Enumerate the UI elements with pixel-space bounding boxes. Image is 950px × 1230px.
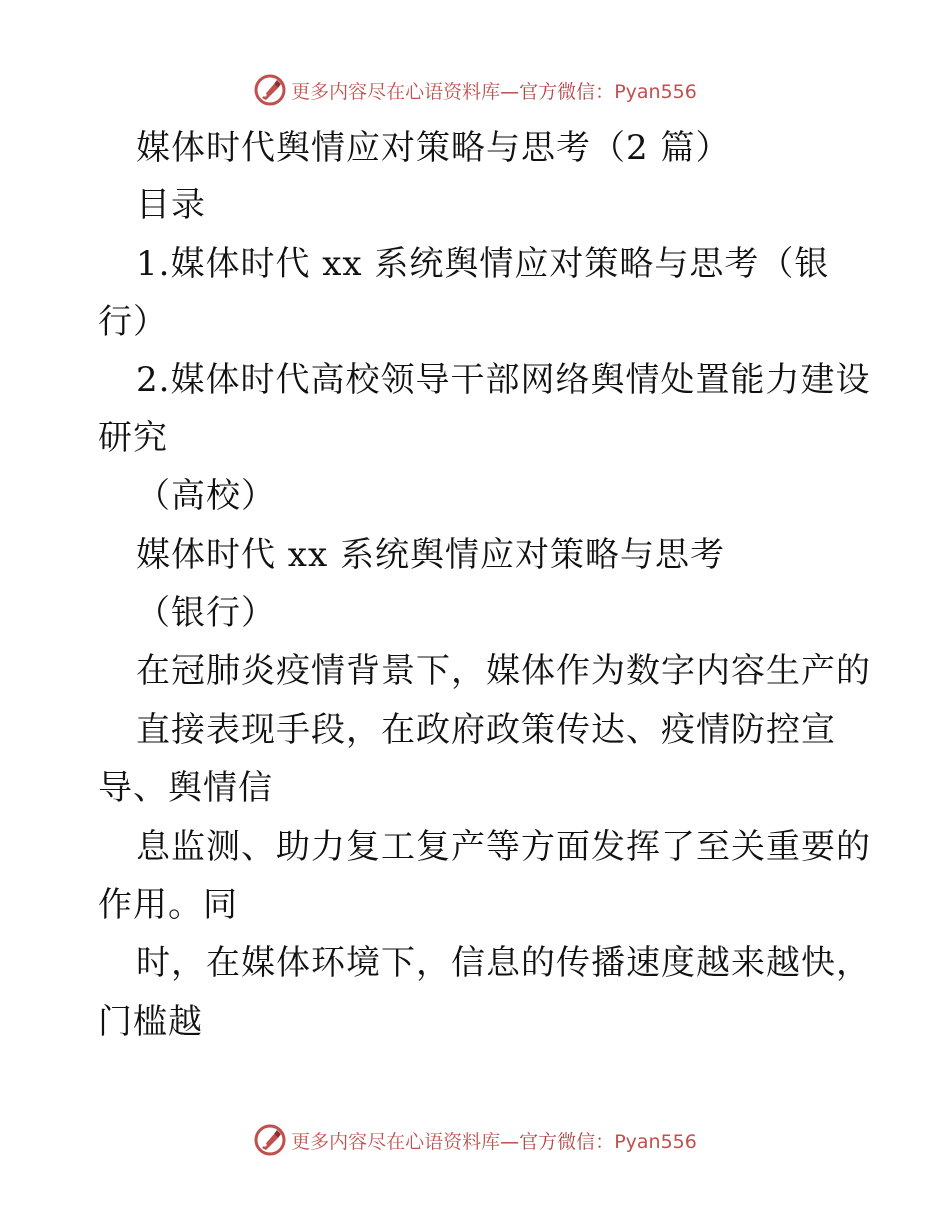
toc-item-1-cont: 行）: [98, 302, 168, 342]
banner-separator: —: [500, 1130, 520, 1153]
section-tag: （银行）: [136, 593, 276, 633]
paragraph-line: 门槛越: [98, 1002, 203, 1042]
paragraph-line: 在冠肺炎疫情背景下，媒体作为数字内容生产的: [136, 651, 871, 691]
document-title: 媒体时代舆情应对策略与思考（2 篇）: [136, 128, 731, 168]
banner-account: Pyan556: [614, 80, 697, 103]
paragraph-line: 时，在媒体环境下，信息的传播速度越来越快，: [136, 943, 871, 983]
banner-wechat-label: 官方微信：: [519, 80, 615, 103]
banner-text: [291, 77, 697, 104]
pen-logo-icon: [253, 1123, 287, 1157]
banner-slogan: 更多内容尽在心语资料库: [291, 80, 501, 103]
paragraph-line: 导、舆情信: [98, 768, 273, 808]
toc-item-2-tag: （高校）: [136, 476, 276, 516]
footer-banner: [0, 1120, 950, 1160]
banner-text: [291, 1127, 697, 1154]
banner-account: Pyan556: [614, 1130, 697, 1153]
toc-item-1: 1.媒体时代 xx 系统舆情应对策略与思考（银: [136, 244, 830, 284]
banner-separator: —: [500, 80, 520, 103]
section-title: 媒体时代 xx 系统舆情应对策略与思考: [136, 535, 725, 575]
paragraph-line: 息监测、助力复工复产等方面发挥了至关重要的: [136, 827, 871, 867]
toc-item-2: 2.媒体时代高校领导干部网络舆情处置能力建设: [136, 360, 871, 400]
banner-slogan: 更多内容尽在心语资料库: [291, 1130, 501, 1153]
toc-heading: 目录: [136, 185, 206, 225]
header-banner: [0, 70, 950, 110]
paragraph-line: 直接表现手段，在政府政策传达、疫情防控宣: [136, 710, 836, 750]
banner-wechat-label: 官方微信：: [519, 1130, 615, 1153]
pen-logo-icon: [253, 73, 287, 107]
toc-item-2-cont: 研究: [98, 418, 168, 458]
paragraph-line: 作用。同: [98, 885, 238, 925]
